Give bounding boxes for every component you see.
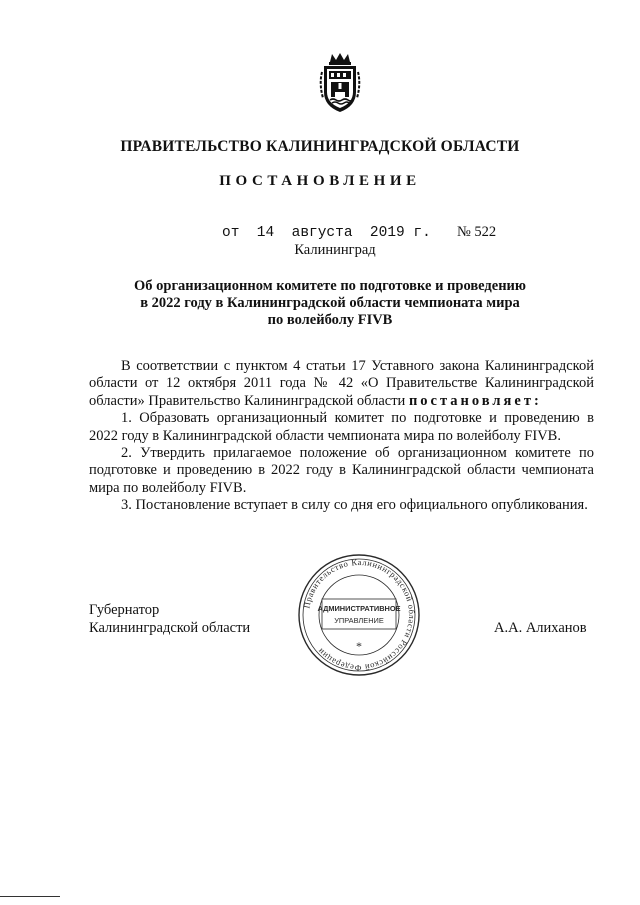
seal-ring-text: Правительство Калининградской области Российской Федерации: [301, 556, 418, 674]
clause-2: 2. Утвердить прилагаемое положение об организационном комитете по подготовке и проведению в 2022 году в Калининградской области чемпионата мира по волейболу FIVB.: [89, 445, 594, 496]
position-title: Губернатор: [89, 602, 160, 618]
document-type: ПОСТАНОВЛЕНИЕ: [219, 173, 421, 189]
official-seal-icon: [297, 553, 421, 677]
clause-1: 1. Образовать организационный комитет по подготовке и проведению в 2022 году в Калининградской области чемпионата мира по волейболу FIVB.: [89, 410, 594, 444]
position-region: Калининградской области: [89, 619, 251, 636]
seal-center-line-2: УПРАВЛЕНИЕ: [334, 616, 384, 625]
subject-line: Об организационном комитете по подготовке и проведению: [133, 278, 526, 294]
subject-line: по волейболу FIVB: [267, 312, 393, 328]
preamble-paragraph: [89, 358, 594, 410]
seal-center-line-1: АДМИНИСТРАТИВНОЕ: [317, 604, 401, 613]
resolution-verb: постановляет:: [408, 392, 542, 409]
signatory-name: А.А. Алиханов: [494, 620, 587, 636]
document-city: Калининград: [294, 242, 376, 258]
government-title: ПРАВИТЕЛЬСТВО КАЛИНИНГРАДСКОЙ ОБЛАСТИ: [120, 138, 520, 155]
footer-divider: [0, 896, 60, 897]
clause-3: 3. Постановление вступает в силу со дня его официального опубликования.: [121, 497, 588, 514]
document-body: [89, 358, 594, 515]
document-date: от 14 августа 2019 г.: [222, 225, 431, 241]
date-and-number: [222, 224, 496, 241]
seal-star: *: [356, 639, 362, 653]
document-number: № 522: [456, 224, 497, 240]
preamble-text: В соответствии с пунктом 4 статьи 17 Уставного закона Калининградской области от 12 октября 2011 года № 42 «О Правительстве Калининградской области» Правительство Калининградской области: [89, 358, 594, 409]
subject-line: в 2022 году в Калининградской области чемпионата мира: [140, 295, 520, 311]
signatory-position: [89, 602, 250, 637]
coat-of-arms-icon: [318, 52, 362, 114]
document-subject: [100, 278, 560, 329]
